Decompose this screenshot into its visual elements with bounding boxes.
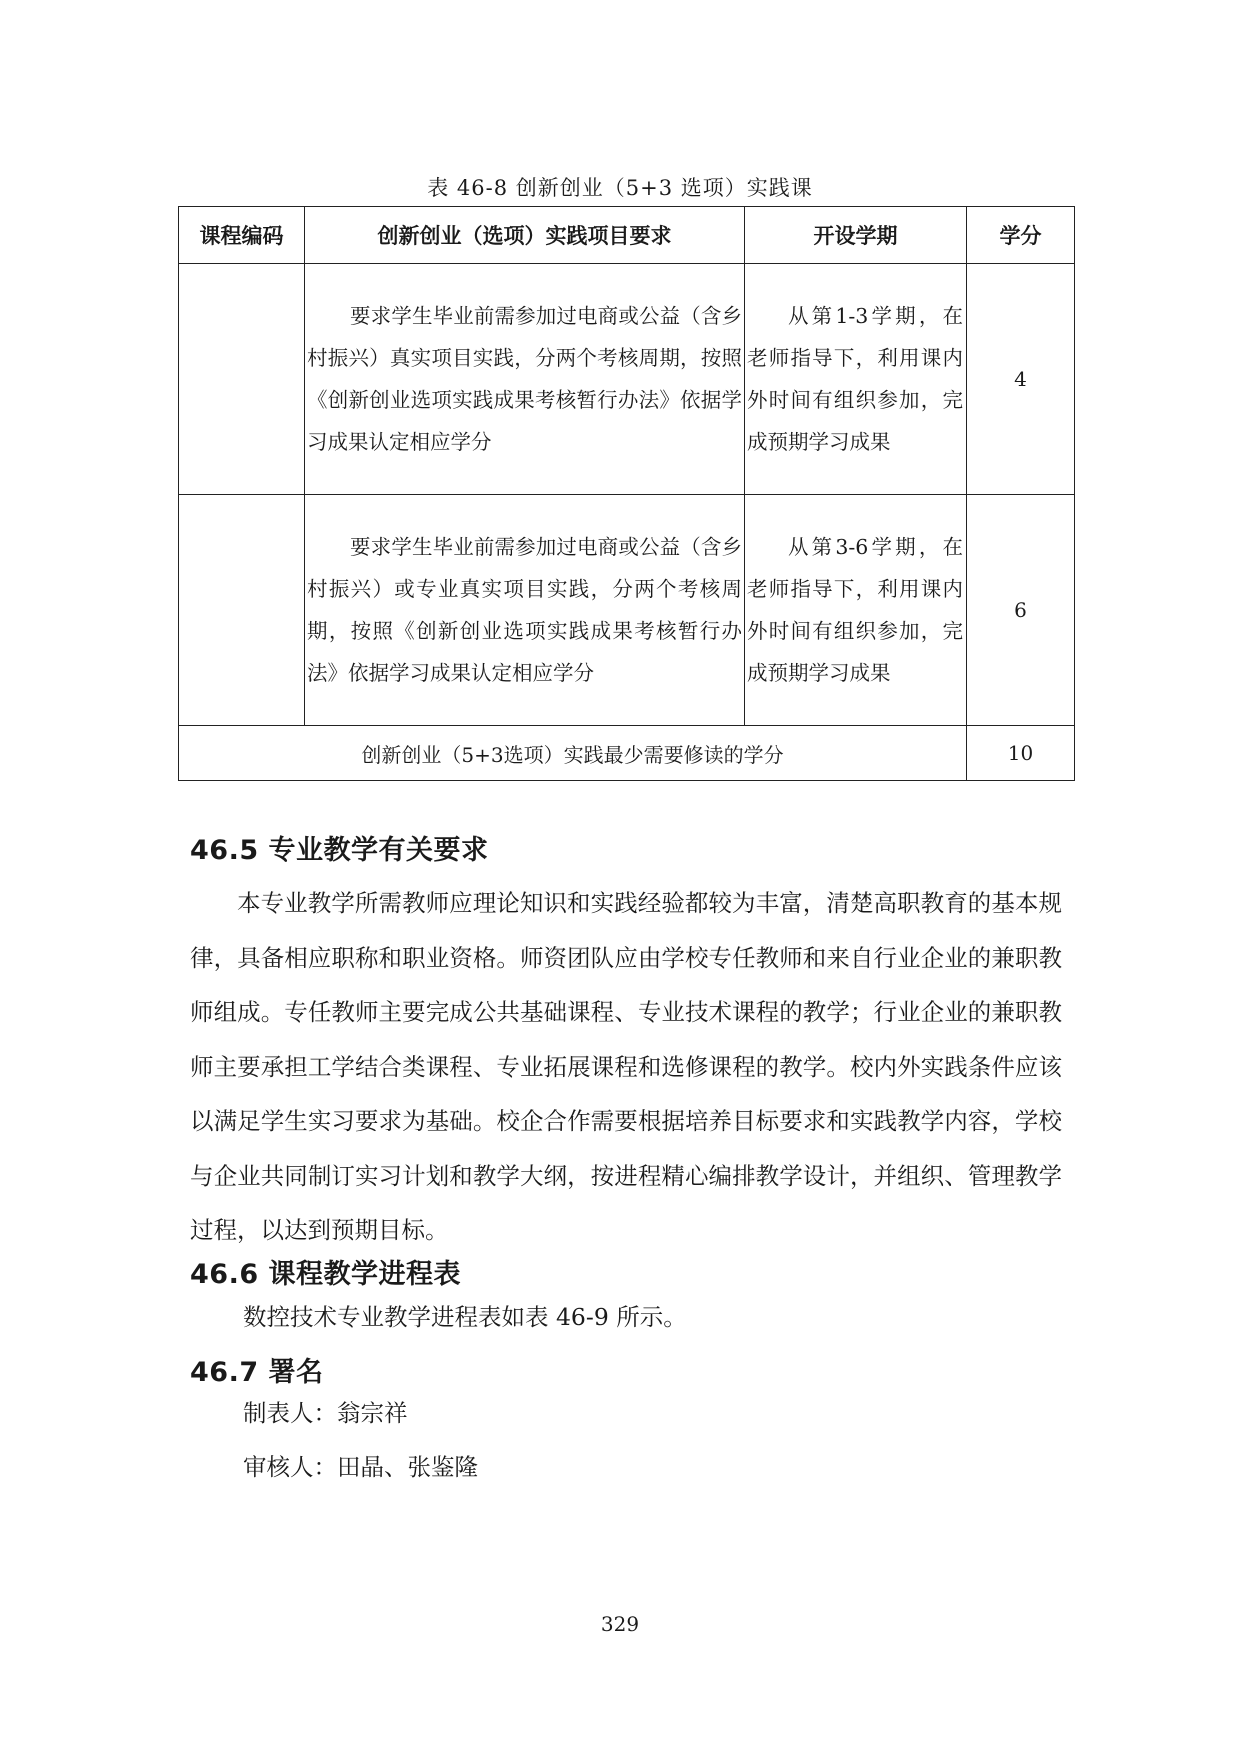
practice-course-table: [178, 206, 1075, 781]
cell-requirement: [305, 495, 745, 726]
cell-course-code: [179, 495, 305, 726]
header-course-code: 课程编码: [179, 207, 305, 264]
cell-course-code: [179, 264, 305, 495]
section-title: 署名: [268, 1357, 324, 1388]
table-row: [179, 495, 1075, 726]
section-heading-46-6: [190, 1252, 461, 1291]
section-body-46-5: 本专业教学所需教师应理论知识和实践经验都较为丰富，清楚高职教育的基本规律，具备相应职称和职业资格。师资团队应由学校专任教师和来自行业企业的兼职教师组成。专任教师主要完成公共基础课程、专业技术课程的教学；行业企业的兼职教师主要承担工学结合类课程、专业拓展课程和选修课程的教学。校内外实践条件应该以满足学生实习要求为基础。校企合作需要根据培养目标要求和实践教学内容，学校与企业共同制订实习计划和教学大纲，按进程精心编排教学设计，并组织、管理教学过程，以达到预期目标。: [190, 889, 1062, 1244]
section-number: 46.7: [190, 1357, 259, 1388]
section-title: 课程教学进程表: [268, 1259, 462, 1290]
header-requirement: 创新创业（选项）实践项目要求: [305, 207, 745, 264]
section-heading-46-5: [190, 828, 489, 867]
header-credit: 学分: [967, 207, 1075, 264]
table-row: [179, 264, 1075, 495]
section-heading-46-7: [190, 1350, 324, 1389]
table-total-row: [179, 726, 1075, 781]
semester-text: 从第1-3学期，在老师指导下，利用课内外时间有组织参加，完成预期学习成果: [747, 304, 963, 454]
total-credit: 10: [967, 726, 1075, 781]
table-caption: 表 46-8 创新创业（5+3 选项）实践课: [427, 176, 813, 200]
requirement-text: 要求学生毕业前需参加过电商或公益（含乡村振兴）或专业真实项目实践，分两个考核周期，按照《创新创业选项实践成果考核暂行办法》依据学习成果认定相应学分: [307, 535, 742, 685]
cell-credit: 4: [967, 264, 1075, 495]
signature-reviewer: 审核人：田晶、张鉴隆: [243, 1453, 478, 1481]
page-number: 329: [600, 1612, 640, 1636]
section-number: 46.5: [190, 835, 259, 866]
cell-credit: 6: [967, 495, 1075, 726]
cell-requirement: [305, 264, 745, 495]
cell-semester: [745, 495, 967, 726]
requirement-text: 要求学生毕业前需参加过电商或公益（含乡村振兴）真实项目实践，分两个考核周期，按照《创新创业选项实践成果考核暂行办法》依据学习成果认定相应学分: [307, 304, 742, 454]
signature-maker: 制表人：翁宗祥: [243, 1399, 408, 1427]
cell-semester: [745, 264, 967, 495]
table-header-row: [179, 207, 1075, 264]
section-number: 46.6: [190, 1259, 259, 1290]
section-title: 专业教学有关要求: [268, 835, 489, 866]
header-semester: 开设学期: [745, 207, 967, 264]
section-body-46-6: 数控技术专业教学进程表如表 46-9 所示。: [243, 1303, 687, 1331]
semester-text: 从第3-6学期，在老师指导下，利用课内外时间有组织参加，完成预期学习成果: [747, 535, 963, 685]
total-label: 创新创业（5+3选项）实践最少需要修读的学分: [179, 726, 967, 781]
